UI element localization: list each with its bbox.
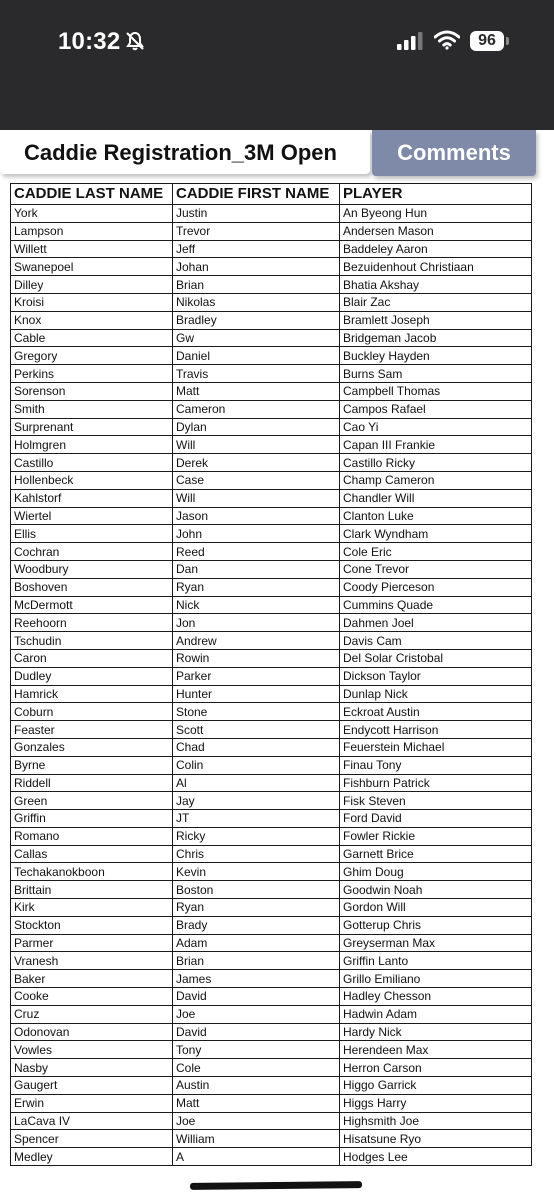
- cell-caddie-last-name[interactable]: Reehoorn: [11, 614, 173, 632]
- cell-player[interactable]: Baddeley Aaron: [340, 240, 532, 258]
- battery-icon: 96: [470, 31, 504, 51]
- table-row: [11, 845, 532, 863]
- cell-caddie-first-name[interactable]: William: [173, 1130, 340, 1148]
- cell-caddie-first-name[interactable]: Austin: [173, 1077, 340, 1095]
- cell-player[interactable]: Garnett Brice: [340, 845, 532, 863]
- cell-player[interactable]: Herron Carson: [340, 1059, 532, 1077]
- table-row: [11, 916, 532, 934]
- cell-caddie-last-name[interactable]: Callas: [11, 845, 173, 863]
- cell-caddie-first-name[interactable]: Dan: [173, 560, 340, 578]
- cell-player[interactable]: Greyserman Max: [340, 934, 532, 952]
- cell-player[interactable]: Goodwin Noah: [340, 881, 532, 899]
- table-row: [11, 792, 532, 810]
- table-row: [11, 881, 532, 899]
- table-row: [11, 311, 532, 329]
- cell-caddie-last-name[interactable]: Cooke: [11, 988, 173, 1006]
- cell-caddie-first-name[interactable]: Stone: [173, 703, 340, 721]
- cell-caddie-first-name[interactable]: James: [173, 970, 340, 988]
- cell-caddie-first-name[interactable]: Hunter: [173, 685, 340, 703]
- cell-caddie-first-name[interactable]: Andrew: [173, 632, 340, 650]
- table-row: [11, 934, 532, 952]
- cell-caddie-first-name[interactable]: Matt: [173, 382, 340, 400]
- cell-caddie-last-name[interactable]: Lampson: [11, 222, 173, 240]
- cell-player[interactable]: Burns Sam: [340, 365, 532, 383]
- cell-caddie-first-name[interactable]: Brian: [173, 952, 340, 970]
- cell-caddie-last-name[interactable]: Surprenant: [11, 418, 173, 436]
- cell-player[interactable]: Fishburn Patrick: [340, 774, 532, 792]
- table-row: [11, 614, 532, 632]
- cell-caddie-first-name[interactable]: Boston: [173, 881, 340, 899]
- cell-player[interactable]: Gotterup Chris: [340, 916, 532, 934]
- cell-caddie-last-name[interactable]: Perkins: [11, 365, 173, 383]
- cell-player[interactable]: Capan III Frankie: [340, 436, 532, 454]
- cell-caddie-first-name[interactable]: Ryan: [173, 578, 340, 596]
- table-row: [11, 471, 532, 489]
- cell-caddie-last-name[interactable]: Kahlstorf: [11, 489, 173, 507]
- table-row: [11, 205, 532, 223]
- cell-caddie-last-name[interactable]: Holmgren: [11, 436, 173, 454]
- cell-caddie-first-name[interactable]: Colin: [173, 756, 340, 774]
- cell-caddie-last-name[interactable]: Knox: [11, 311, 173, 329]
- cell-caddie-first-name[interactable]: Jeff: [173, 240, 340, 258]
- table-row: [11, 365, 532, 383]
- table-row: [11, 810, 532, 828]
- cell-player[interactable]: Champ Cameron: [340, 471, 532, 489]
- cell-caddie-last-name[interactable]: Griffin: [11, 810, 173, 828]
- cell-player[interactable]: Fisk Steven: [340, 792, 532, 810]
- cell-caddie-first-name[interactable]: Daniel: [173, 347, 340, 365]
- table-body: [11, 205, 532, 1166]
- header-caddie-last-name[interactable]: CADDIE LAST NAME: [11, 184, 173, 205]
- table-row: [11, 703, 532, 721]
- cell-caddie-last-name[interactable]: Wiertel: [11, 507, 173, 525]
- table-row: [11, 1148, 532, 1166]
- cell-caddie-first-name[interactable]: Jay: [173, 792, 340, 810]
- cell-caddie-last-name[interactable]: Woodbury: [11, 560, 173, 578]
- cell-player[interactable]: Coody Pierceson: [340, 578, 532, 596]
- cell-caddie-first-name[interactable]: Jason: [173, 507, 340, 525]
- cell-player[interactable]: Dahmen Joel: [340, 614, 532, 632]
- cell-caddie-last-name[interactable]: Sorenson: [11, 382, 173, 400]
- table-row: [11, 507, 532, 525]
- cell-caddie-first-name[interactable]: Kevin: [173, 863, 340, 881]
- cell-player[interactable]: Cummins Quade: [340, 596, 532, 614]
- table-row: [11, 489, 532, 507]
- caddie-table: [10, 183, 532, 1166]
- cell-caddie-first-name[interactable]: Bradley: [173, 311, 340, 329]
- cell-caddie-first-name[interactable]: Reed: [173, 543, 340, 561]
- table-row: [11, 418, 532, 436]
- cell-player[interactable]: Bhatia Akshay: [340, 276, 532, 294]
- cell-player[interactable]: Dunlap Nick: [340, 685, 532, 703]
- cell-caddie-first-name[interactable]: Ricky: [173, 827, 340, 845]
- table-row: [11, 382, 532, 400]
- table-row: [11, 970, 532, 988]
- cell-caddie-first-name[interactable]: Johan: [173, 258, 340, 276]
- table-row: [11, 863, 532, 881]
- cell-player[interactable]: Chandler Will: [340, 489, 532, 507]
- cell-caddie-last-name[interactable]: Medley: [11, 1148, 173, 1166]
- cell-player[interactable]: Cao Yi: [340, 418, 532, 436]
- table-row: [11, 738, 532, 756]
- cell-player[interactable]: Davis Cam: [340, 632, 532, 650]
- cell-caddie-first-name[interactable]: Matt: [173, 1094, 340, 1112]
- cell-caddie-last-name[interactable]: Odonovan: [11, 1023, 173, 1041]
- cell-player[interactable]: Campbell Thomas: [340, 382, 532, 400]
- cell-caddie-first-name[interactable]: Justin: [173, 205, 340, 223]
- battery-terminal: [506, 37, 509, 45]
- cell-caddie-last-name[interactable]: Gaugert: [11, 1077, 173, 1095]
- cell-player[interactable]: Higgo Garrick: [340, 1077, 532, 1095]
- cell-player[interactable]: Bramlett Joseph: [340, 311, 532, 329]
- cell-caddie-last-name[interactable]: Dudley: [11, 667, 173, 685]
- cell-player[interactable]: Castillo Ricky: [340, 454, 532, 472]
- table-row: [11, 222, 532, 240]
- cell-player[interactable]: Andersen Mason: [340, 222, 532, 240]
- cell-caddie-first-name[interactable]: Joe: [173, 1112, 340, 1130]
- cell-caddie-last-name[interactable]: Byrne: [11, 756, 173, 774]
- cell-caddie-first-name[interactable]: Case: [173, 471, 340, 489]
- cell-player[interactable]: Hodges Lee: [340, 1148, 532, 1166]
- cell-caddie-last-name[interactable]: Spencer: [11, 1130, 173, 1148]
- cell-caddie-last-name[interactable]: Ellis: [11, 525, 173, 543]
- cell-player[interactable]: Griffin Lanto: [340, 952, 532, 970]
- table-row: [11, 454, 532, 472]
- cell-caddie-first-name[interactable]: Will: [173, 489, 340, 507]
- table-row: [11, 1094, 532, 1112]
- table-row: [11, 543, 532, 561]
- table-row: [11, 560, 532, 578]
- cell-caddie-last-name[interactable]: Vranesh: [11, 952, 173, 970]
- cell-player[interactable]: Herendeen Max: [340, 1041, 532, 1059]
- table-row: [11, 667, 532, 685]
- cell-caddie-first-name[interactable]: Ryan: [173, 899, 340, 917]
- cell-caddie-last-name[interactable]: Cruz: [11, 1005, 173, 1023]
- cell-player[interactable]: Cone Trevor: [340, 560, 532, 578]
- cell-caddie-first-name[interactable]: Joe: [173, 1005, 340, 1023]
- cell-player[interactable]: Higgs Harry: [340, 1094, 532, 1112]
- cell-caddie-first-name[interactable]: Rowin: [173, 649, 340, 667]
- cell-caddie-last-name[interactable]: Swanepoel: [11, 258, 173, 276]
- header-caddie-first-name[interactable]: CADDIE FIRST NAME: [173, 184, 340, 205]
- table-row: [11, 1041, 532, 1059]
- table-row: [11, 1112, 532, 1130]
- cell-caddie-last-name[interactable]: Tschudin: [11, 632, 173, 650]
- cell-player[interactable]: Bridgeman Jacob: [340, 329, 532, 347]
- cell-caddie-last-name[interactable]: Gregory: [11, 347, 173, 365]
- table-row: [11, 258, 532, 276]
- header-row: [11, 184, 532, 205]
- wifi-icon: [434, 30, 460, 55]
- table-row: [11, 685, 532, 703]
- spreadsheet-view[interactable]: [10, 183, 531, 1166]
- cell-caddie-first-name[interactable]: A: [173, 1148, 340, 1166]
- cell-caddie-last-name[interactable]: Kirk: [11, 899, 173, 917]
- cell-caddie-first-name[interactable]: Nikolas: [173, 293, 340, 311]
- cell-player[interactable]: Ford David: [340, 810, 532, 828]
- table-row: [11, 525, 532, 543]
- table-row: [11, 632, 532, 650]
- cell-caddie-first-name[interactable]: Brady: [173, 916, 340, 934]
- table-row: [11, 827, 532, 845]
- cell-player[interactable]: Ghim Doug: [340, 863, 532, 881]
- cell-caddie-last-name[interactable]: Cable: [11, 329, 173, 347]
- cell-caddie-last-name[interactable]: Hollenbeck: [11, 471, 173, 489]
- table-row: [11, 1077, 532, 1095]
- cell-player[interactable]: An Byeong Hun: [340, 205, 532, 223]
- cell-caddie-last-name[interactable]: Boshoven: [11, 578, 173, 596]
- cell-player[interactable]: Fowler Rickie: [340, 827, 532, 845]
- cell-player[interactable]: Buckley Hayden: [340, 347, 532, 365]
- header-player[interactable]: PLAYER: [340, 184, 532, 205]
- cell-player[interactable]: Grillo Emiliano: [340, 970, 532, 988]
- cell-player[interactable]: Hisatsune Ryo: [340, 1130, 532, 1148]
- cell-player[interactable]: Clark Wyndham: [340, 525, 532, 543]
- table-row: [11, 578, 532, 596]
- cell-player[interactable]: Campos Rafael: [340, 400, 532, 418]
- cell-caddie-last-name[interactable]: Gonzales: [11, 738, 173, 756]
- cell-caddie-last-name[interactable]: McDermott: [11, 596, 173, 614]
- table-row: [11, 276, 532, 294]
- cell-caddie-last-name[interactable]: Techakanokboon: [11, 863, 173, 881]
- table-row: [11, 436, 532, 454]
- cell-player[interactable]: Hadwin Adam: [340, 1005, 532, 1023]
- cell-caddie-last-name[interactable]: Green: [11, 792, 173, 810]
- cell-player[interactable]: Eckroat Austin: [340, 703, 532, 721]
- cell-caddie-last-name[interactable]: Riddell: [11, 774, 173, 792]
- table-row: [11, 774, 532, 792]
- table-row: [11, 988, 532, 1006]
- cell-player[interactable]: Bezuidenhout Christiaan: [340, 258, 532, 276]
- cell-caddie-first-name[interactable]: Trevor: [173, 222, 340, 240]
- table-row: [11, 721, 532, 739]
- cell-caddie-first-name[interactable]: Brian: [173, 276, 340, 294]
- cell-player[interactable]: Clanton Luke: [340, 507, 532, 525]
- cell-caddie-last-name[interactable]: Erwin: [11, 1094, 173, 1112]
- cell-caddie-last-name[interactable]: Kroisi: [11, 293, 173, 311]
- cell-caddie-first-name[interactable]: David: [173, 988, 340, 1006]
- cell-caddie-first-name[interactable]: Derek: [173, 454, 340, 472]
- cell-caddie-first-name[interactable]: Al: [173, 774, 340, 792]
- table-row: [11, 1130, 532, 1148]
- cell-caddie-first-name[interactable]: Adam: [173, 934, 340, 952]
- table-row: [11, 240, 532, 258]
- table-row: [11, 347, 532, 365]
- cell-caddie-first-name[interactable]: Gw: [173, 329, 340, 347]
- cell-caddie-first-name[interactable]: Nick: [173, 596, 340, 614]
- cell-caddie-last-name[interactable]: Willett: [11, 240, 173, 258]
- table-row: [11, 756, 532, 774]
- cell-caddie-last-name[interactable]: Stockton: [11, 916, 173, 934]
- status-time: 10:32: [58, 28, 121, 55]
- cell-caddie-first-name[interactable]: Will: [173, 436, 340, 454]
- cell-caddie-last-name[interactable]: Feaster: [11, 721, 173, 739]
- cell-caddie-first-name[interactable]: Travis: [173, 365, 340, 383]
- cell-caddie-first-name[interactable]: John: [173, 525, 340, 543]
- cell-caddie-first-name[interactable]: Scott: [173, 721, 340, 739]
- table-row: [11, 952, 532, 970]
- cell-player[interactable]: Gordon Will: [340, 899, 532, 917]
- cell-caddie-last-name[interactable]: Coburn: [11, 703, 173, 721]
- redaction-mark: [190, 1181, 362, 1190]
- status-bar: [0, 0, 554, 130]
- cell-caddie-last-name[interactable]: Dilley: [11, 276, 173, 294]
- bell-slash-icon: [124, 30, 146, 57]
- cell-caddie-first-name[interactable]: Chad: [173, 738, 340, 756]
- cell-caddie-last-name[interactable]: Brittain: [11, 881, 173, 899]
- table-row: [11, 649, 532, 667]
- table-row: [11, 1005, 532, 1023]
- table-row: [11, 1023, 532, 1041]
- cell-caddie-last-name[interactable]: Romano: [11, 827, 173, 845]
- cell-player[interactable]: Cole Eric: [340, 543, 532, 561]
- cell-caddie-last-name[interactable]: York: [11, 205, 173, 223]
- cell-caddie-last-name[interactable]: LaCava IV: [11, 1112, 173, 1130]
- cell-player[interactable]: Hardy Nick: [340, 1023, 532, 1041]
- cell-caddie-first-name[interactable]: JT: [173, 810, 340, 828]
- cell-caddie-first-name[interactable]: Cole: [173, 1059, 340, 1077]
- cell-player[interactable]: Highsmith Joe: [340, 1112, 532, 1130]
- cell-caddie-first-name[interactable]: David: [173, 1023, 340, 1041]
- tab-comments[interactable]: Comments: [372, 130, 536, 176]
- cell-player[interactable]: Dickson Taylor: [340, 667, 532, 685]
- cell-caddie-last-name[interactable]: Castillo: [11, 454, 173, 472]
- table-row: [11, 293, 532, 311]
- cell-player[interactable]: Feuerstein Michael: [340, 738, 532, 756]
- cell-caddie-first-name[interactable]: Cameron: [173, 400, 340, 418]
- cell-caddie-last-name[interactable]: Baker: [11, 970, 173, 988]
- cell-player[interactable]: Hadley Chesson: [340, 988, 532, 1006]
- tab-caddie-registration[interactable]: Caddie Registration_3M Open: [0, 130, 370, 174]
- table-row: [11, 329, 532, 347]
- cell-caddie-last-name[interactable]: Nasby: [11, 1059, 173, 1077]
- cell-caddie-last-name[interactable]: Caron: [11, 649, 173, 667]
- sheet-tab-bar: [0, 130, 554, 178]
- cell-player[interactable]: Del Solar Cristobal: [340, 649, 532, 667]
- cell-caddie-first-name[interactable]: Jon: [173, 614, 340, 632]
- table-row: [11, 899, 532, 917]
- cell-caddie-first-name[interactable]: Chris: [173, 845, 340, 863]
- table-row: [11, 400, 532, 418]
- table-row: [11, 596, 532, 614]
- cellular-signal-icon: [397, 32, 423, 55]
- table-row: [11, 1059, 532, 1077]
- cell-caddie-last-name[interactable]: Parmer: [11, 934, 173, 952]
- cell-caddie-last-name[interactable]: Cochran: [11, 543, 173, 561]
- cell-caddie-last-name[interactable]: Vowles: [11, 1041, 173, 1059]
- cell-caddie-last-name[interactable]: Hamrick: [11, 685, 173, 703]
- cell-caddie-first-name[interactable]: Tony: [173, 1041, 340, 1059]
- cell-player[interactable]: Blair Zac: [340, 293, 532, 311]
- cell-caddie-last-name[interactable]: Smith: [11, 400, 173, 418]
- cell-caddie-first-name[interactable]: Parker: [173, 667, 340, 685]
- cell-caddie-first-name[interactable]: Dylan: [173, 418, 340, 436]
- cell-player[interactable]: Finau Tony: [340, 756, 532, 774]
- cell-player[interactable]: Endycott Harrison: [340, 721, 532, 739]
